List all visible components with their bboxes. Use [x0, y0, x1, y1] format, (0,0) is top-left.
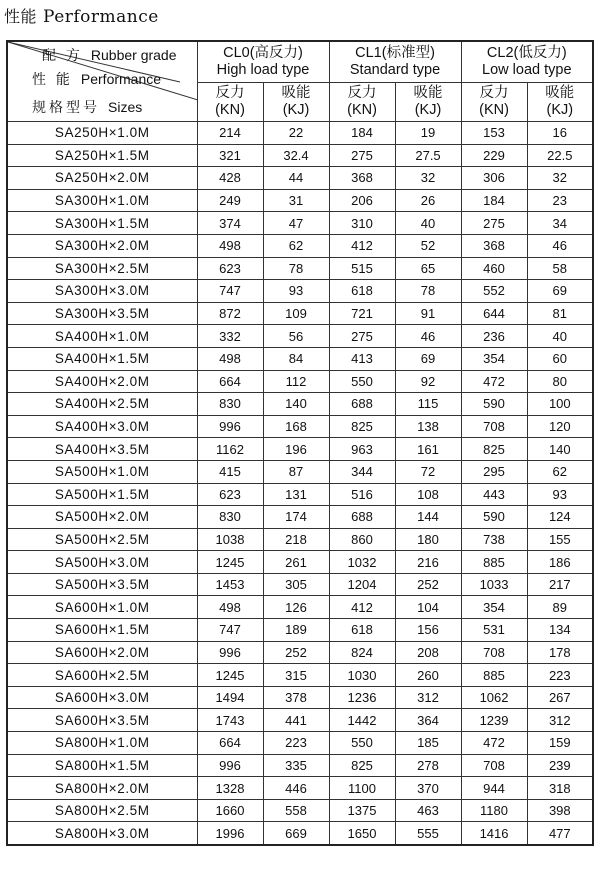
table-row	[7, 483, 593, 506]
table-row	[7, 325, 593, 348]
value-cell: 996	[197, 415, 263, 438]
value-cell: 516	[329, 483, 395, 506]
value-cell: 623	[197, 483, 263, 506]
value-cell: 89	[527, 596, 593, 619]
value-cell: 460	[461, 257, 527, 280]
value-cell: 824	[329, 641, 395, 664]
value-cell: 23	[527, 189, 593, 212]
value-cell: 100	[527, 393, 593, 416]
value-cell: 1062	[461, 686, 527, 709]
value-cell: 305	[263, 573, 329, 596]
value-cell: 825	[329, 754, 395, 777]
value-cell: 463	[395, 799, 461, 822]
value-cell: 46	[395, 325, 461, 348]
page-title	[4, 4, 159, 27]
value-cell: 312	[527, 709, 593, 732]
table-row	[7, 189, 593, 212]
value-cell: 860	[329, 528, 395, 551]
value-cell: 472	[461, 732, 527, 755]
group-header-cl2: CL2(低反力) Low load type	[461, 41, 593, 83]
value-cell: 40	[527, 325, 593, 348]
value-cell: 174	[263, 506, 329, 529]
value-cell: 140	[263, 393, 329, 416]
value-cell: 214	[197, 122, 263, 145]
value-cell: 477	[527, 822, 593, 845]
size-cell: SA600H×3.0M	[7, 686, 197, 709]
size-cell: SA500H×1.0M	[7, 460, 197, 483]
value-cell: 944	[461, 777, 527, 800]
size-cell: SA400H×1.5M	[7, 347, 197, 370]
value-cell: 58	[527, 257, 593, 280]
table-row	[7, 347, 593, 370]
value-cell: 1996	[197, 822, 263, 845]
value-cell: 180	[395, 528, 461, 551]
value-cell: 69	[527, 280, 593, 303]
value-cell: 46	[527, 234, 593, 257]
value-cell: 78	[395, 280, 461, 303]
value-cell: 1442	[329, 709, 395, 732]
page-title-cn: 性能	[4, 7, 38, 26]
value-cell: 22	[263, 122, 329, 145]
table-row	[7, 822, 593, 845]
table-row	[7, 664, 593, 687]
table-row	[7, 212, 593, 235]
value-cell: 443	[461, 483, 527, 506]
value-cell: 93	[263, 280, 329, 303]
table-row	[7, 122, 593, 145]
value-cell: 1180	[461, 799, 527, 822]
value-cell: 78	[263, 257, 329, 280]
value-cell: 498	[197, 347, 263, 370]
value-cell: 550	[329, 732, 395, 755]
value-cell: 223	[263, 732, 329, 755]
value-cell: 885	[461, 664, 527, 687]
value-cell: 208	[395, 641, 461, 664]
size-cell: SA400H×2.0M	[7, 370, 197, 393]
value-cell: 69	[395, 347, 461, 370]
table-row	[7, 393, 593, 416]
value-cell: 115	[395, 393, 461, 416]
performance-table	[6, 40, 594, 846]
value-cell: 252	[395, 573, 461, 596]
value-cell: 441	[263, 709, 329, 732]
value-cell: 515	[329, 257, 395, 280]
size-cell: SA800H×1.0M	[7, 732, 197, 755]
value-cell: 1100	[329, 777, 395, 800]
value-cell: 87	[263, 460, 329, 483]
value-cell: 550	[329, 370, 395, 393]
value-cell: 830	[197, 393, 263, 416]
value-cell: 963	[329, 438, 395, 461]
value-cell: 472	[461, 370, 527, 393]
value-cell: 688	[329, 506, 395, 529]
value-cell: 1204	[329, 573, 395, 596]
value-cell: 159	[527, 732, 593, 755]
value-cell: 1416	[461, 822, 527, 845]
size-cell: SA300H×2.5M	[7, 257, 197, 280]
value-cell: 415	[197, 460, 263, 483]
value-cell: 446	[263, 777, 329, 800]
table-row	[7, 777, 593, 800]
value-cell: 590	[461, 506, 527, 529]
value-cell: 16	[527, 122, 593, 145]
value-cell: 885	[461, 551, 527, 574]
value-cell: 1038	[197, 528, 263, 551]
value-cell: 120	[527, 415, 593, 438]
value-cell: 1743	[197, 709, 263, 732]
table-row	[7, 619, 593, 642]
value-cell: 374	[197, 212, 263, 235]
value-cell: 267	[527, 686, 593, 709]
value-cell: 1239	[461, 709, 527, 732]
sub-header-reaction: 反力 (KN)	[329, 83, 395, 122]
value-cell: 52	[395, 234, 461, 257]
table-row	[7, 438, 593, 461]
table-row	[7, 732, 593, 755]
value-cell: 664	[197, 370, 263, 393]
value-cell: 310	[329, 212, 395, 235]
value-cell: 131	[263, 483, 329, 506]
value-cell: 178	[527, 641, 593, 664]
value-cell: 249	[197, 189, 263, 212]
value-cell: 1032	[329, 551, 395, 574]
size-cell: SA300H×3.5M	[7, 302, 197, 325]
table-row	[7, 167, 593, 190]
value-cell: 1328	[197, 777, 263, 800]
table-row	[7, 302, 593, 325]
performance-label: 性 能 Performance	[32, 71, 162, 87]
value-cell: 996	[197, 754, 263, 777]
value-cell: 62	[263, 234, 329, 257]
value-cell: 398	[527, 799, 593, 822]
value-cell: 295	[461, 460, 527, 483]
size-cell: SA500H×1.5M	[7, 483, 197, 506]
value-cell: 19	[395, 122, 461, 145]
value-cell: 335	[263, 754, 329, 777]
value-cell: 368	[329, 167, 395, 190]
value-cell: 1162	[197, 438, 263, 461]
value-cell: 531	[461, 619, 527, 642]
value-cell: 186	[527, 551, 593, 574]
value-cell: 590	[461, 393, 527, 416]
value-cell: 354	[461, 347, 527, 370]
size-cell: SA800H×1.5M	[7, 754, 197, 777]
value-cell: 306	[461, 167, 527, 190]
value-cell: 184	[329, 122, 395, 145]
table-row	[7, 596, 593, 619]
value-cell: 27.5	[395, 144, 461, 167]
value-cell: 1033	[461, 573, 527, 596]
value-cell: 32	[395, 167, 461, 190]
table-row	[7, 799, 593, 822]
value-cell: 747	[197, 280, 263, 303]
value-cell: 93	[527, 483, 593, 506]
table-row	[7, 573, 593, 596]
value-cell: 275	[329, 144, 395, 167]
size-cell: SA800H×2.0M	[7, 777, 197, 800]
value-cell: 688	[329, 393, 395, 416]
page-title-en: Performance	[43, 7, 159, 27]
size-cell: SA600H×1.0M	[7, 596, 197, 619]
value-cell: 708	[461, 415, 527, 438]
value-cell: 412	[329, 234, 395, 257]
value-cell: 428	[197, 167, 263, 190]
value-cell: 260	[395, 664, 461, 687]
value-cell: 161	[395, 438, 461, 461]
value-cell: 109	[263, 302, 329, 325]
table-row	[7, 280, 593, 303]
value-cell: 216	[395, 551, 461, 574]
value-cell: 552	[461, 280, 527, 303]
size-cell: SA300H×1.5M	[7, 212, 197, 235]
value-cell: 623	[197, 257, 263, 280]
value-cell: 498	[197, 234, 263, 257]
value-cell: 721	[329, 302, 395, 325]
value-cell: 825	[329, 415, 395, 438]
value-cell: 91	[395, 302, 461, 325]
value-cell: 47	[263, 212, 329, 235]
value-cell: 32	[527, 167, 593, 190]
value-cell: 364	[395, 709, 461, 732]
size-cell: SA300H×1.0M	[7, 189, 197, 212]
value-cell: 321	[197, 144, 263, 167]
value-cell: 153	[461, 122, 527, 145]
value-cell: 112	[263, 370, 329, 393]
value-cell: 618	[329, 280, 395, 303]
sub-header-energy: 吸能 (KJ)	[527, 83, 593, 122]
value-cell: 315	[263, 664, 329, 687]
value-cell: 155	[527, 528, 593, 551]
size-cell: SA600H×3.5M	[7, 709, 197, 732]
value-cell: 206	[329, 189, 395, 212]
value-cell: 708	[461, 641, 527, 664]
value-cell: 644	[461, 302, 527, 325]
value-cell: 65	[395, 257, 461, 280]
value-cell: 1375	[329, 799, 395, 822]
table-row	[7, 754, 593, 777]
value-cell: 1650	[329, 822, 395, 845]
value-cell: 344	[329, 460, 395, 483]
sub-header-reaction: 反力 (KN)	[461, 83, 527, 122]
value-cell: 1660	[197, 799, 263, 822]
size-cell: SA500H×2.5M	[7, 528, 197, 551]
value-cell: 32.4	[263, 144, 329, 167]
size-cell: SA800H×2.5M	[7, 799, 197, 822]
table-row	[7, 528, 593, 551]
size-cell: SA250H×2.0M	[7, 167, 197, 190]
value-cell: 108	[395, 483, 461, 506]
value-cell: 31	[263, 189, 329, 212]
sub-header-energy: 吸能 (KJ)	[263, 83, 329, 122]
value-cell: 223	[527, 664, 593, 687]
value-cell: 184	[461, 189, 527, 212]
value-cell: 378	[263, 686, 329, 709]
size-cell: SA250H×1.5M	[7, 144, 197, 167]
value-cell: 34	[527, 212, 593, 235]
value-cell: 62	[527, 460, 593, 483]
table-row	[7, 415, 593, 438]
table-row	[7, 234, 593, 257]
value-cell: 60	[527, 347, 593, 370]
value-cell: 26	[395, 189, 461, 212]
value-cell: 252	[263, 641, 329, 664]
value-cell: 140	[527, 438, 593, 461]
value-cell: 318	[527, 777, 593, 800]
value-cell: 126	[263, 596, 329, 619]
table-row	[7, 641, 593, 664]
size-cell: SA300H×3.0M	[7, 280, 197, 303]
value-cell: 72	[395, 460, 461, 483]
value-cell: 196	[263, 438, 329, 461]
value-cell: 558	[263, 799, 329, 822]
value-cell: 664	[197, 732, 263, 755]
value-cell: 618	[329, 619, 395, 642]
value-cell: 354	[461, 596, 527, 619]
value-cell: 1030	[329, 664, 395, 687]
value-cell: 134	[527, 619, 593, 642]
value-cell: 80	[527, 370, 593, 393]
value-cell: 370	[395, 777, 461, 800]
value-cell: 239	[527, 754, 593, 777]
value-cell: 185	[395, 732, 461, 755]
value-cell: 218	[263, 528, 329, 551]
size-cell: SA400H×3.5M	[7, 438, 197, 461]
group-header-cl0: CL0(高反力) High load type	[197, 41, 329, 83]
size-cell: SA500H×3.0M	[7, 551, 197, 574]
value-cell: 312	[395, 686, 461, 709]
value-cell: 44	[263, 167, 329, 190]
value-cell: 124	[527, 506, 593, 529]
table-row	[7, 551, 593, 574]
size-cell: SA600H×1.5M	[7, 619, 197, 642]
size-cell: SA500H×3.5M	[7, 573, 197, 596]
value-cell: 40	[395, 212, 461, 235]
size-cell: SA250H×1.0M	[7, 122, 197, 145]
value-cell: 1245	[197, 664, 263, 687]
size-cell: SA400H×1.0M	[7, 325, 197, 348]
value-cell: 275	[329, 325, 395, 348]
sub-header-reaction: 反力 (KN)	[197, 83, 263, 122]
value-cell: 138	[395, 415, 461, 438]
value-cell: 278	[395, 754, 461, 777]
value-cell: 1453	[197, 573, 263, 596]
value-cell: 747	[197, 619, 263, 642]
value-cell: 229	[461, 144, 527, 167]
value-cell: 156	[395, 619, 461, 642]
rubber-grade-label: 配 方 Rubber grade	[42, 47, 177, 63]
value-cell: 81	[527, 302, 593, 325]
size-cell: SA400H×2.5M	[7, 393, 197, 416]
value-cell: 56	[263, 325, 329, 348]
size-cell: SA400H×3.0M	[7, 415, 197, 438]
table-body	[7, 122, 593, 846]
value-cell: 332	[197, 325, 263, 348]
value-cell: 708	[461, 754, 527, 777]
table-row	[7, 709, 593, 732]
value-cell: 22.5	[527, 144, 593, 167]
value-cell: 144	[395, 506, 461, 529]
value-cell: 413	[329, 347, 395, 370]
value-cell: 84	[263, 347, 329, 370]
value-cell: 104	[395, 596, 461, 619]
size-cell: SA800H×3.0M	[7, 822, 197, 845]
value-cell: 872	[197, 302, 263, 325]
value-cell: 261	[263, 551, 329, 574]
size-cell: SA300H×2.0M	[7, 234, 197, 257]
value-cell: 1236	[329, 686, 395, 709]
table-row	[7, 686, 593, 709]
value-cell: 189	[263, 619, 329, 642]
value-cell: 738	[461, 528, 527, 551]
size-cell: SA500H×2.0M	[7, 506, 197, 529]
table-row	[7, 370, 593, 393]
sizes-label: 规格型号 Sizes	[32, 99, 143, 115]
value-cell: 92	[395, 370, 461, 393]
size-cell: SA600H×2.0M	[7, 641, 197, 664]
table-row	[7, 460, 593, 483]
value-cell: 368	[461, 234, 527, 257]
value-cell: 498	[197, 596, 263, 619]
value-cell: 275	[461, 212, 527, 235]
size-cell: SA600H×2.5M	[7, 664, 197, 687]
value-cell: 412	[329, 596, 395, 619]
value-cell: 1245	[197, 551, 263, 574]
value-cell: 825	[461, 438, 527, 461]
value-cell: 217	[527, 573, 593, 596]
corner-header-cell	[7, 41, 197, 122]
sub-header-energy: 吸能 (KJ)	[395, 83, 461, 122]
value-cell: 555	[395, 822, 461, 845]
value-cell: 1494	[197, 686, 263, 709]
table-row	[7, 506, 593, 529]
value-cell: 830	[197, 506, 263, 529]
value-cell: 669	[263, 822, 329, 845]
group-header-cl1: CL1(标准型) Standard type	[329, 41, 461, 83]
value-cell: 168	[263, 415, 329, 438]
table-row	[7, 144, 593, 167]
value-cell: 996	[197, 641, 263, 664]
value-cell: 236	[461, 325, 527, 348]
table-row	[7, 257, 593, 280]
